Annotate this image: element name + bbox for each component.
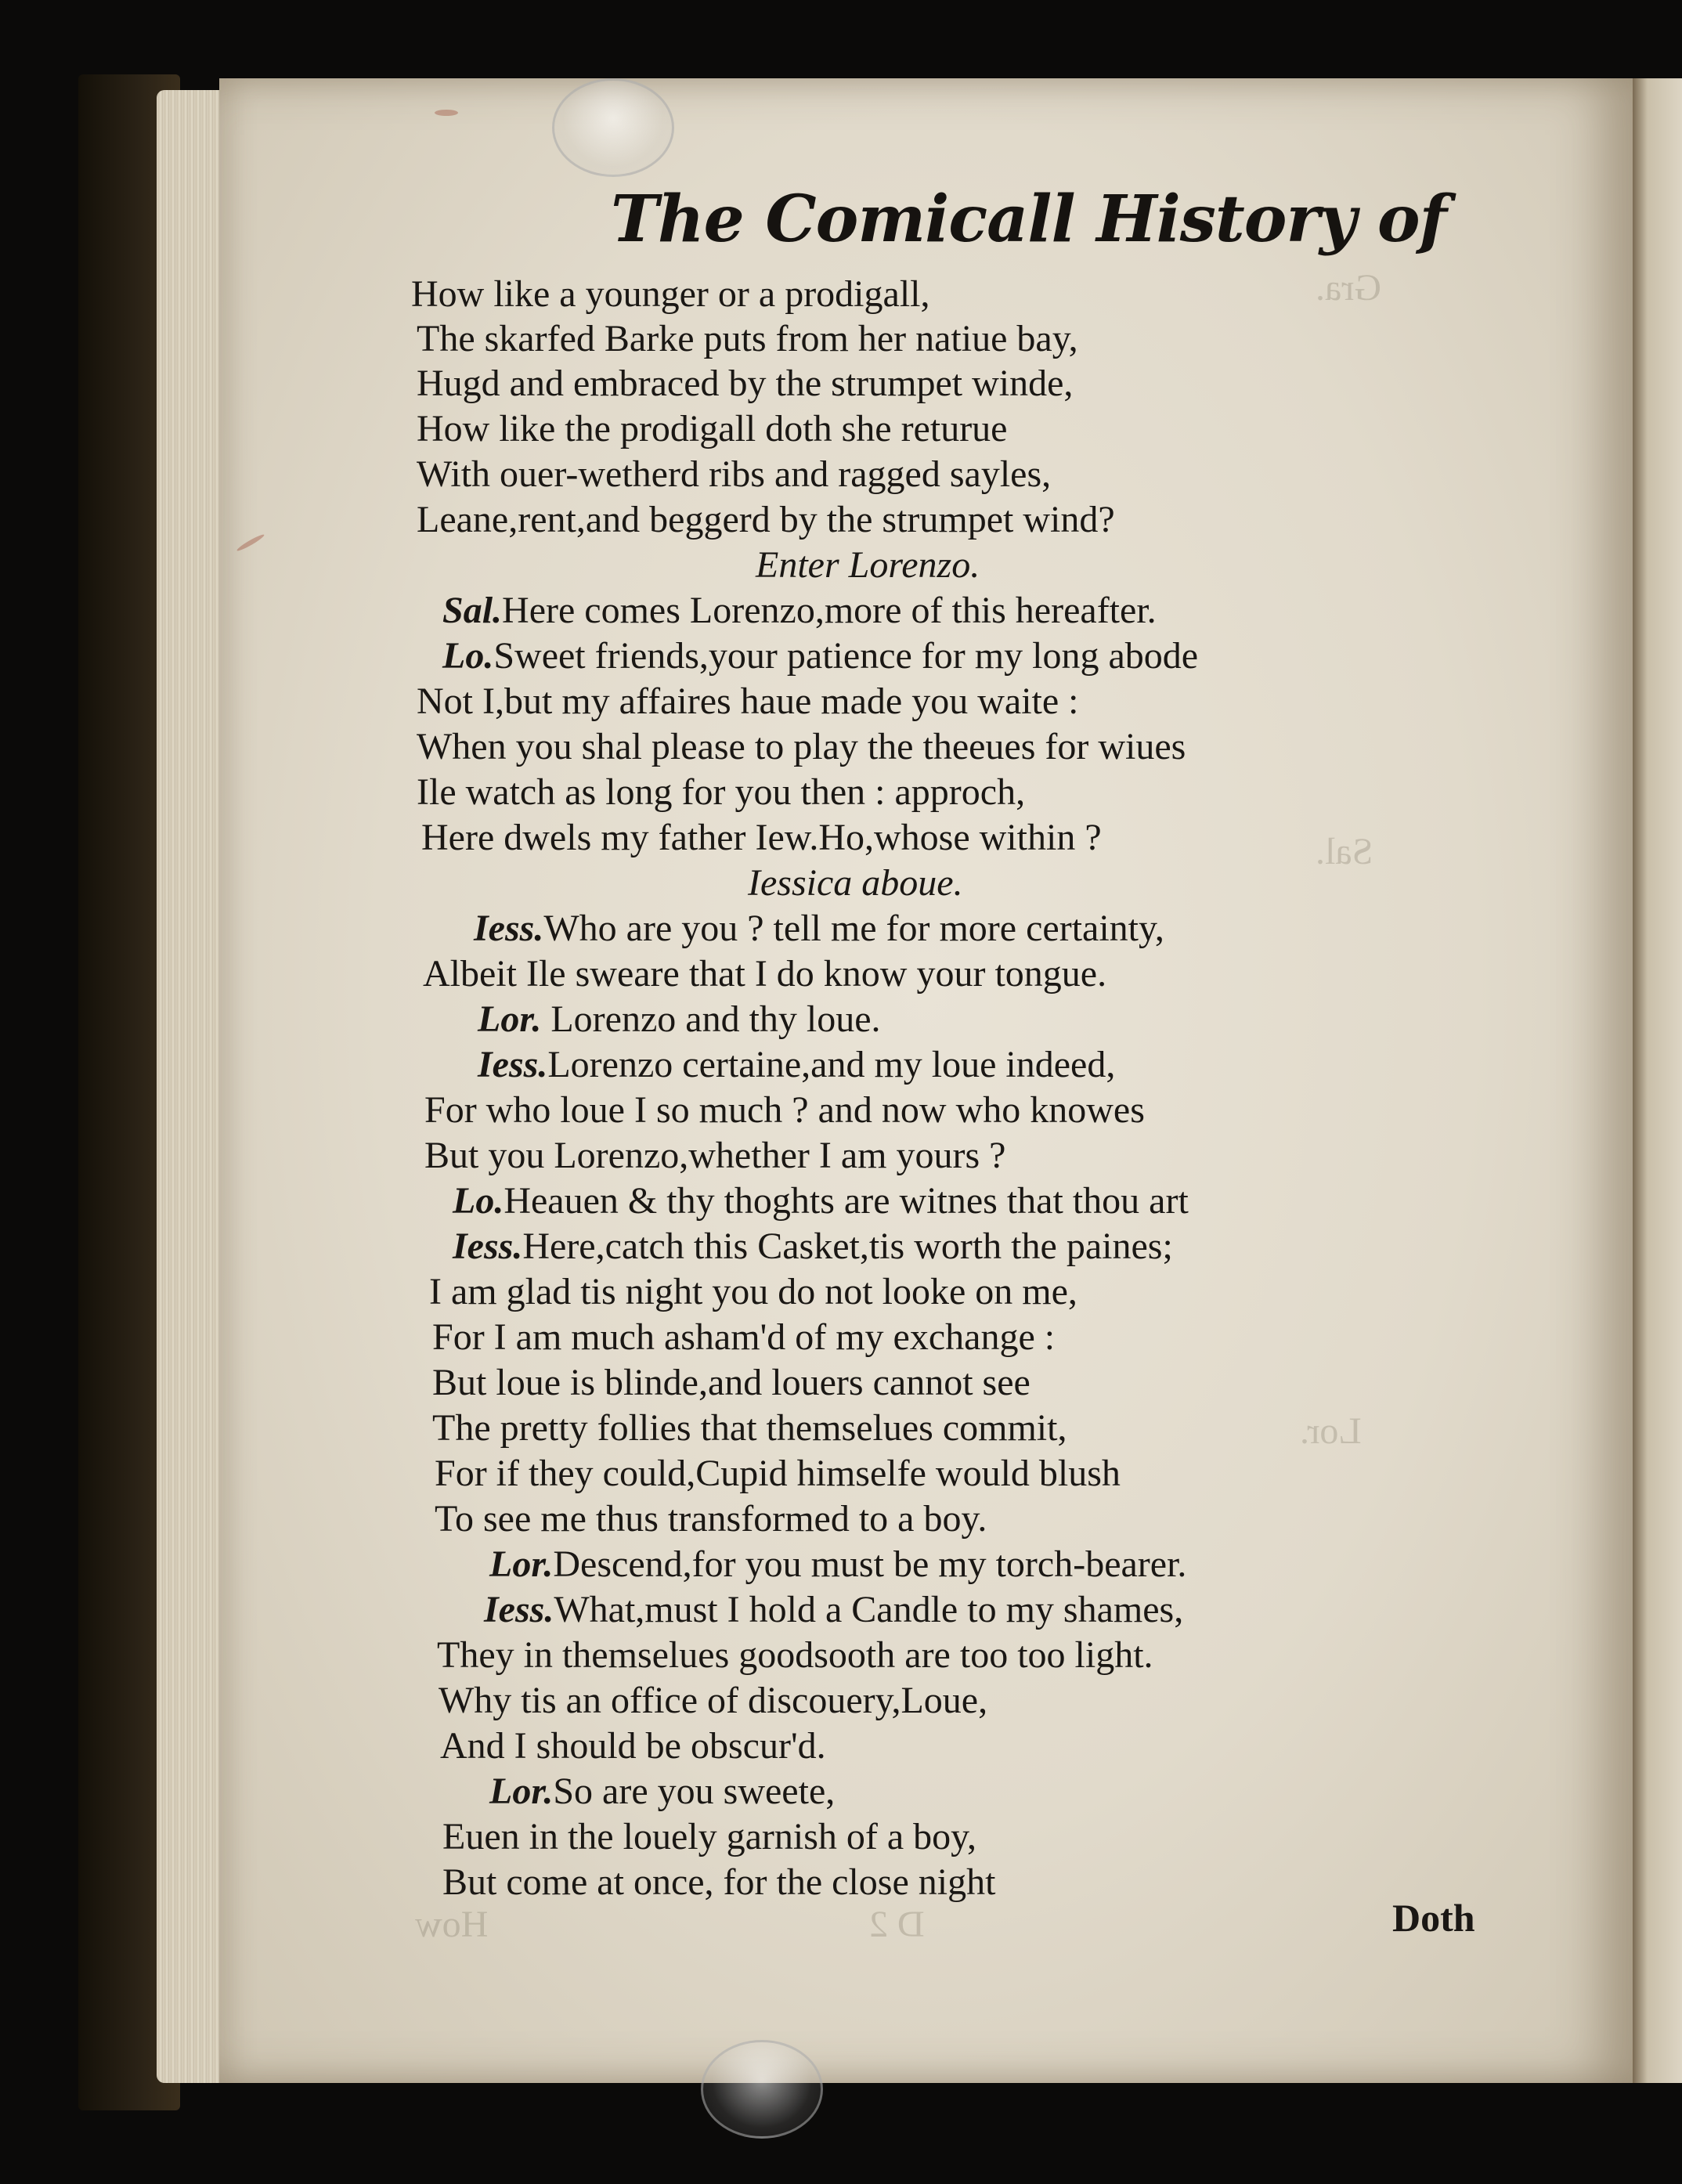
- verse-line: With ouer-wetherd ribs and ragged sayles,: [417, 453, 1052, 495]
- verse-line: For I am much asham'd of my exchange :: [432, 1316, 1056, 1358]
- speech-text: Lorenzo and thy loue.: [550, 998, 881, 1040]
- verse-line: When you shal please to play the theeues for wiues: [417, 726, 1186, 767]
- speech-line: [478, 1043, 1115, 1087]
- verse-line: The pretty follies that themselues commit,: [432, 1407, 1067, 1449]
- verse-line: Here dwels my father Iew.Ho,whose within ?: [421, 817, 1102, 858]
- speech-line: [474, 907, 1164, 951]
- speech-line: [489, 1543, 1186, 1587]
- bleed-through-text: How: [415, 1904, 489, 1945]
- verse-line: To see me thus transformed to a boy.: [435, 1498, 987, 1540]
- speaker-label: Iess.: [453, 1226, 523, 1267]
- bleed-through-text: Gra.: [1316, 267, 1381, 309]
- speaker-label: Lo.: [453, 1180, 504, 1222]
- speaker-label: Iess.: [474, 908, 544, 949]
- speech-text: Heauen & thy thoghts are witnes that thou art: [504, 1180, 1189, 1222]
- speaker-label: Lor.: [489, 1771, 554, 1812]
- verse-line: Albeit Ile sweare that I do know your tongue.: [423, 953, 1107, 995]
- verse-line: For who loue I so much ? and now who knowes: [424, 1089, 1145, 1131]
- speech-line: [484, 1588, 1183, 1632]
- verse-line: Why tis an office of discouery,Loue,: [439, 1680, 988, 1721]
- speaker-label: Iess.: [484, 1589, 554, 1630]
- speech-text: Here,catch this Casket,tis worth the paines;: [522, 1226, 1173, 1267]
- speech-text: Descend,for you must be my torch-bearer.: [553, 1543, 1187, 1585]
- verse-line: I am glad tis night you do not looke on me,: [429, 1271, 1077, 1312]
- speech-line: [453, 1225, 1173, 1269]
- bleed-through-text: Lor.: [1300, 1410, 1362, 1452]
- stage-direction: Enter Lorenzo.: [756, 544, 980, 586]
- verse-line: But you Lorenzo,whether I am yours ?: [424, 1135, 1006, 1176]
- speech-text: Who are you ? tell me for more certainty,: [543, 908, 1164, 949]
- speech-text: Here comes Lorenzo,more of this hereafter.: [502, 590, 1157, 631]
- verse-line: How like the prodigall doth she returue: [417, 408, 1008, 449]
- stage-direction: Iessica aboue.: [748, 862, 963, 904]
- verse-line: The skarfed Barke puts from her natiue bay,: [417, 318, 1078, 359]
- verse-line: And I should be obscur'd.: [440, 1725, 826, 1767]
- bleed-through-text: D 2: [869, 1904, 925, 1945]
- verse-line: How like a younger or a prodigall,: [411, 273, 930, 315]
- speaker-label: Lor.: [478, 998, 542, 1040]
- speaker-label: Lor.: [489, 1543, 554, 1585]
- catchword: Doth: [1392, 1896, 1475, 1940]
- speech-text: So are you sweete,: [553, 1771, 836, 1812]
- verse-line: Hugd and embraced by the strumpet winde,: [417, 363, 1074, 404]
- verse-line: But loue is blinde,and louers cannot see: [432, 1362, 1030, 1403]
- verse-line: For if they could,Cupid himselfe would blush: [435, 1453, 1121, 1494]
- speech-text: Lorenzo certaine,and my loue indeed,: [547, 1044, 1116, 1085]
- speech-line: [478, 998, 881, 1041]
- speech-line: [442, 589, 1157, 633]
- speaker-label: Sal.: [442, 590, 503, 631]
- speech-text: What,must I hold a Candle to my shames,: [554, 1589, 1184, 1630]
- verse-line: Ile watch as long for you then : approch,: [417, 771, 1026, 813]
- speech-line: [489, 1770, 835, 1814]
- verse-line: Not I,but my affaires haue made you waite :: [417, 680, 1079, 722]
- verse-line: Leane,rent,and beggerd by the strumpet wind?: [417, 499, 1115, 540]
- speech-text: Sweet friends,your patience for my long abode: [493, 635, 1199, 677]
- speech-line: [453, 1179, 1189, 1223]
- verse-line: But come at once, for the close night: [442, 1861, 996, 1903]
- verse-line: They in themselues goodsooth are too too light.: [437, 1634, 1153, 1676]
- speaker-label: Lo.: [442, 635, 494, 677]
- running-title: The Comicall History of: [611, 182, 1446, 257]
- speech-line: [442, 634, 1198, 678]
- verse-line: Euen in the louely garnish of a boy,: [442, 1816, 977, 1857]
- speaker-label: Iess.: [478, 1044, 548, 1085]
- bleed-through-text: Sal.: [1316, 831, 1373, 872]
